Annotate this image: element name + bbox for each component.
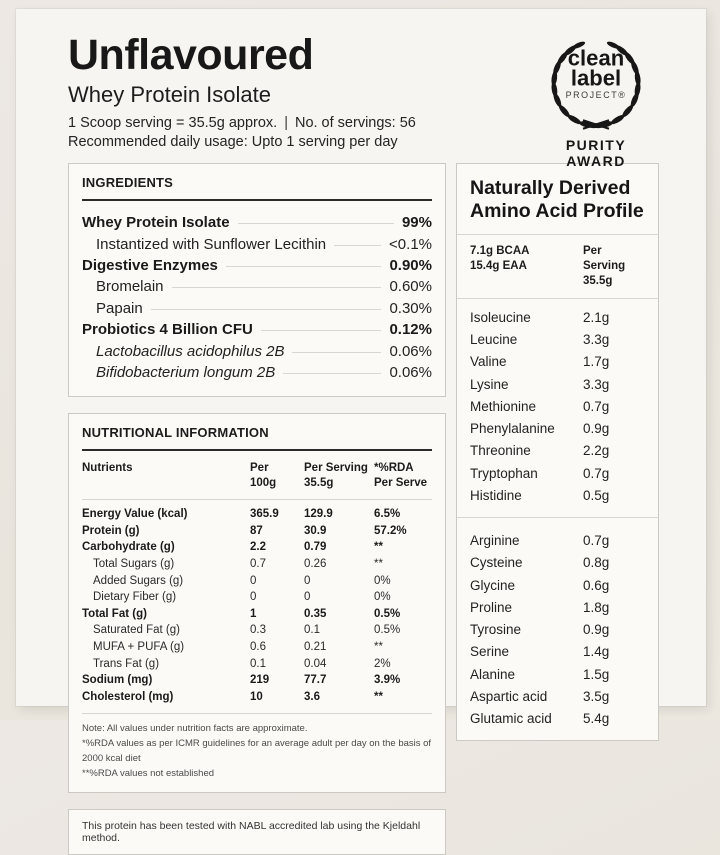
nutrient-name: Cholesterol (mg) — [82, 690, 174, 703]
note-approximate: Note: All values under nutrition facts are approximate. — [82, 723, 308, 735]
amino-acid-name: Histidine — [470, 487, 522, 503]
ingredient-name: Digestive Enzymes — [82, 256, 218, 274]
amino-acid-row — [470, 597, 645, 619]
amino-acid-value: 0.8g — [583, 555, 610, 571]
note-rda-not-established: **%RDA values not established — [82, 767, 215, 779]
scoop-serving-text: 1 Scoop serving = 35.5g approx. — [68, 115, 278, 132]
ingredient-row — [82, 341, 432, 362]
nutrient-rda: 0% — [374, 591, 391, 604]
nutrient-per-100g: 0.1 — [250, 657, 266, 670]
nutrient-name: Trans Fat (g) — [93, 657, 160, 670]
lab-test-note: This protein has been tested with NABL accredited lab using the Kjeldahl method. — [68, 809, 446, 855]
amino-acid-value: 5.4g — [583, 711, 610, 727]
ingredient-value: 99% — [401, 214, 432, 232]
nutrient-name: Sodium (mg) — [82, 674, 153, 687]
amino-acid-value: 0.6g — [583, 577, 610, 593]
leader-line — [292, 352, 381, 353]
ingredient-row — [82, 234, 432, 255]
nutrient-rda: 2% — [374, 657, 391, 670]
amino-acid-name: Glycine — [470, 577, 516, 593]
ingredients-panel — [68, 163, 446, 397]
ingredient-value: 0.30% — [389, 299, 432, 317]
amino-acid-row — [470, 396, 645, 418]
amino-acid-row — [470, 485, 645, 507]
bcaa-eaa-summary: 7.1g BCAA 15.4g EAA — [470, 245, 530, 273]
amino-acid-name: Tyrosine — [470, 622, 522, 638]
nutrient-name: MUFA + PUFA (g) — [93, 641, 185, 654]
separator-pipe: | — [284, 115, 288, 132]
amino-acid-panel — [456, 163, 659, 741]
nutrient-rda: 57.2% — [374, 524, 407, 537]
ingredients-heading: INGREDIENTS — [82, 175, 174, 191]
nutrient-rda: ** — [374, 641, 383, 654]
nutrient-per-serving: 0.21 — [304, 641, 327, 654]
amino-acid-row — [470, 641, 645, 663]
nutrient-rda: 3.9% — [374, 674, 401, 687]
amino-acid-value: 3.3g — [583, 332, 610, 348]
ingredient-name: Probiotics 4 Billion CFU — [82, 321, 253, 339]
nutrient-per-100g: 219 — [250, 674, 270, 687]
leader-line — [261, 330, 382, 331]
ingredient-name: Whey Protein Isolate — [82, 214, 230, 232]
amino-acid-value: 0.5g — [583, 487, 610, 503]
amino-acid-row — [470, 351, 645, 373]
ingredient-value: 0.06% — [389, 363, 432, 381]
note-rda-icmr: *%RDA values as per ICMR guidelines for an average adult per day on the basis of 2000 kcal diet — [82, 738, 432, 764]
amino-acid-name: Serine — [470, 644, 510, 660]
nutrient-per-serving: 3.6 — [304, 690, 320, 703]
label-body — [68, 163, 673, 855]
amino-acid-name: Tryptophan — [470, 465, 538, 481]
nutrient-per-serving: 0.35 — [304, 607, 327, 620]
nutrition-table-rows — [69, 500, 445, 713]
amino-group-divider — [457, 517, 658, 518]
ingredient-row — [82, 276, 432, 297]
nutrient-per-serving: 0 — [304, 574, 311, 587]
column-header-per-100g: Per 100g — [250, 462, 277, 490]
nutrient-name: Saturated Fat (g) — [93, 624, 180, 637]
nutrient-rda: 0.5% — [374, 607, 401, 620]
amino-acid-name: Lysine — [470, 376, 509, 392]
amino-acid-row — [470, 708, 645, 730]
right-column — [456, 163, 659, 855]
nutrient-rda: 6.5% — [374, 508, 401, 521]
amino-panel-title: Naturally Derived Amino Acid Profile — [470, 177, 644, 223]
amino-acid-row — [470, 307, 645, 329]
nutrition-notes — [69, 714, 445, 792]
amino-acid-name: Threonine — [470, 443, 531, 459]
amino-acid-value: 1.5g — [583, 666, 610, 682]
badge-word-label: label — [570, 65, 622, 91]
amino-acid-row — [470, 664, 645, 686]
usage-recommendation-text: Recommended daily usage: Upto 1 serving per day — [68, 134, 398, 151]
nutrient-per-serving: 77.7 — [304, 674, 327, 687]
purity-award-badge — [533, 31, 659, 169]
amino-acid-name: Methionine — [470, 398, 537, 414]
amino-acid-value: 2.1g — [583, 309, 610, 325]
nutrient-per-serving: 0.26 — [304, 558, 327, 571]
amino-acid-row — [470, 440, 645, 462]
amino-acid-value: 1.8g — [583, 599, 610, 615]
per-serving-label: Per Serving 35.5g — [583, 245, 626, 288]
product-label-card — [16, 9, 706, 845]
laurel-wreath-icon — [533, 31, 659, 135]
nutrient-name: Total Sugars (g) — [93, 558, 175, 571]
nutrient-per-100g: 0.6 — [250, 641, 266, 654]
badge-word-clean: clean — [567, 45, 625, 71]
amino-acid-name: Phenylalanine — [470, 421, 555, 437]
nutrient-per-100g: 87 — [250, 524, 263, 537]
nutrient-per-100g: 365.9 — [250, 508, 279, 521]
leader-line — [226, 266, 382, 267]
nutrient-per-serving: 129.9 — [304, 508, 333, 521]
amino-acid-name: Leucine — [470, 332, 518, 348]
nutrient-rda: 0.5% — [374, 624, 401, 637]
amino-acid-value: 1.4g — [583, 644, 610, 660]
nutrient-per-100g: 0 — [250, 574, 257, 587]
amino-acid-name: Glutamic acid — [470, 711, 552, 727]
amino-acid-row — [470, 374, 645, 396]
amino-acid-name: Valine — [470, 354, 507, 370]
badge-word-project: PROJECT® — [565, 90, 627, 101]
ingredient-name: Bifidobacterium longum 2B — [96, 363, 276, 381]
ingredient-name: Papain — [96, 299, 143, 317]
nutrient-per-100g: 10 — [250, 690, 263, 703]
amino-acid-row — [470, 530, 645, 552]
nutrient-name: Dietary Fiber (g) — [93, 591, 177, 604]
nutrition-heading: NUTRITIONAL INFORMATION — [82, 425, 269, 441]
nutrient-per-serving: 0.79 — [304, 541, 327, 554]
ingredient-value: 0.60% — [389, 278, 432, 296]
amino-acid-name: Arginine — [470, 533, 520, 549]
leader-line — [172, 287, 382, 288]
amino-acid-name: Cysteine — [470, 555, 523, 571]
amino-acid-row — [470, 619, 645, 641]
nutrient-per-serving: 0.04 — [304, 657, 327, 670]
nutrient-name: Carbohydrate (g) — [82, 541, 175, 554]
nutrient-per-100g: 2.2 — [250, 541, 266, 554]
ingredient-row — [82, 212, 432, 233]
nutrient-rda: 0% — [374, 574, 391, 587]
nutrient-per-serving: 0.1 — [304, 624, 320, 637]
amino-acid-value: 3.5g — [583, 688, 610, 704]
nutrient-rda: ** — [374, 690, 383, 703]
nutrient-per-100g: 0.7 — [250, 558, 266, 571]
nutrient-per-serving: 30.9 — [304, 524, 327, 537]
badge-award-line1: PURITY — [565, 137, 627, 153]
amino-acid-name: Aspartic acid — [470, 688, 548, 704]
ingredient-row — [82, 362, 432, 383]
ingredient-row — [82, 298, 432, 319]
label-header — [68, 31, 673, 170]
ingredient-value: 0.90% — [389, 256, 432, 274]
amino-acid-value: 1.7g — [583, 354, 610, 370]
amino-acid-value: 2.2g — [583, 443, 610, 459]
ingredient-name: Lactobacillus acidophilus 2B — [96, 342, 285, 360]
servings-count-text: No. of servings: 56 — [294, 115, 416, 132]
nutrient-per-100g: 1 — [250, 607, 257, 620]
leader-line — [151, 309, 382, 310]
ingredient-value: 0.06% — [389, 342, 432, 360]
ingredient-name: Instantized with Sunflower Lecithin — [96, 235, 327, 253]
left-column — [68, 163, 446, 855]
nutrient-name: Energy Value (kcal) — [82, 508, 188, 521]
amino-acid-row — [470, 686, 645, 708]
amino-acid-value: 0.7g — [583, 533, 610, 549]
amino-acid-name: Alanine — [470, 666, 516, 682]
ingredients-list — [69, 201, 445, 396]
column-header-per-serving: Per Serving 35.5g — [304, 462, 368, 490]
amino-acid-name: Proline — [470, 599, 513, 615]
amino-acid-row — [470, 463, 645, 485]
ingredient-value: 0.12% — [389, 321, 432, 339]
nutrient-per-100g: 0.3 — [250, 624, 266, 637]
nutrient-name: Total Fat (g) — [82, 607, 147, 620]
amino-acid-row — [470, 418, 645, 440]
product-subtitle: Whey Protein Isolate — [68, 82, 271, 108]
nutrient-per-100g: 0 — [250, 591, 257, 604]
nutrient-rda: ** — [374, 558, 383, 571]
amino-acid-value: 0.9g — [583, 421, 610, 437]
amino-acid-value: 0.7g — [583, 398, 610, 414]
amino-acid-row — [470, 552, 645, 574]
nutrient-name: Added Sugars (g) — [93, 574, 184, 587]
badge-award-line2: AWARD — [566, 153, 626, 170]
ingredient-name: Bromelain — [96, 278, 164, 296]
nutrition-panel — [68, 413, 446, 793]
leader-line — [334, 245, 381, 246]
amino-acid-list — [457, 299, 658, 741]
amino-acid-row — [470, 575, 645, 597]
leader-line — [283, 373, 381, 374]
nutrient-rda: ** — [374, 541, 383, 554]
nutrition-table-header — [69, 451, 445, 499]
amino-subheader — [457, 235, 658, 298]
leader-line — [238, 223, 394, 224]
nutrient-name: Protein (g) — [82, 524, 140, 537]
amino-acid-value: 0.9g — [583, 622, 610, 638]
ingredient-value: <0.1% — [389, 235, 432, 253]
amino-acid-name: Isoleucine — [470, 309, 531, 325]
page-title: Unflavoured — [68, 31, 314, 79]
column-header-rda: *%RDA Per Serve — [374, 462, 428, 490]
column-header-nutrients: Nutrients — [82, 462, 133, 475]
ingredient-row — [82, 255, 432, 276]
ingredient-row — [82, 319, 432, 340]
nutrient-per-serving: 0 — [304, 591, 311, 604]
amino-acid-row — [470, 329, 645, 351]
amino-acid-value: 0.7g — [583, 465, 610, 481]
amino-acid-value: 3.3g — [583, 376, 610, 392]
